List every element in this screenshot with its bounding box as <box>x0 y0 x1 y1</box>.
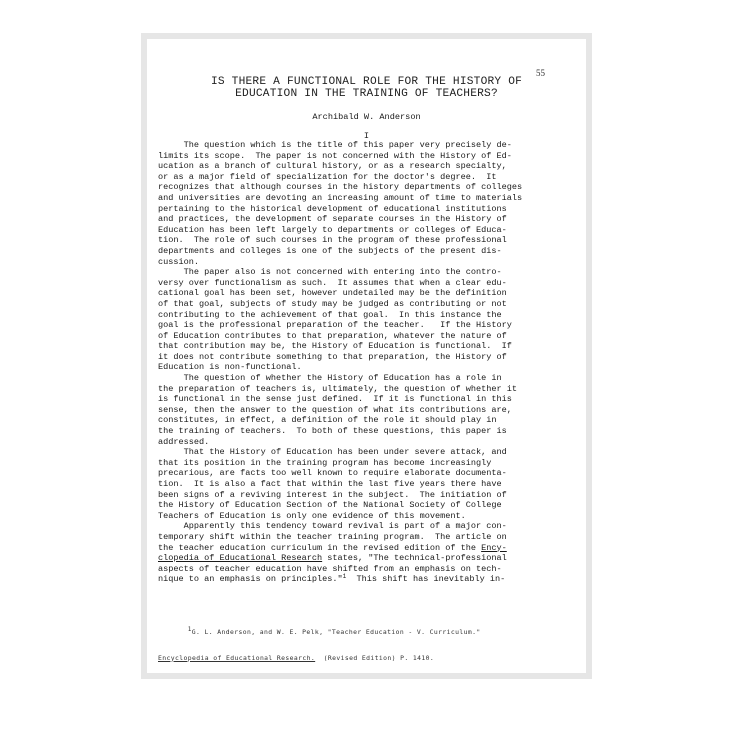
paper-title <box>147 76 586 100</box>
citation-title: clopedia of Educational Research <box>158 553 323 564</box>
document-page <box>147 39 586 673</box>
body-line: Teachers of Education is only one evidence of this movement. <box>158 510 466 521</box>
body-line: aspects of teacher education have shifted from an emphasis on tech- <box>158 563 502 574</box>
body-line: nique to an emphasis on principles."$^1$ This shift has inevitably in- <box>158 573 506 585</box>
body-line: the History of Education Section of the National Society of College <box>158 500 502 511</box>
body-line: contributing to the achievement of that goal. In this instance the <box>158 309 502 320</box>
body-line: recognizes that although courses in the history departments of colleges <box>158 182 523 193</box>
body-line: temporary shift within the teacher training program. The article on <box>158 531 507 542</box>
body-text <box>158 140 578 596</box>
body-line: it does not contribute something to that preparation, the History of <box>158 351 507 362</box>
body-line <box>158 585 578 596</box>
body-line: Education has been left largely to departments or colleges of Educa- <box>158 224 507 235</box>
body-line: The paper also is not concerned with entering into the contro- <box>158 267 502 278</box>
body-line: versy over functionalism as such. It assumes that when a clear edu- <box>158 277 507 288</box>
body-line: Education is non-functional. <box>158 362 302 373</box>
footnote-reference: 1 <box>342 573 347 581</box>
body-line: That the History of Education has been under severe attack, and <box>158 447 507 458</box>
body-line: or as a major field of specialization for the doctor's degree. It <box>158 171 497 182</box>
body-line: tion. It is also a fact that within the last five years there have <box>158 479 502 489</box>
body-line: cational goal has been set, however undetailed may be the definition <box>158 288 507 299</box>
title-line-1: IS THERE A FUNCTIONAL ROLE FOR THE HISTORY OF <box>210 76 523 88</box>
body-line: of that goal, subjects of study may be judged as contributing or not <box>158 298 507 309</box>
body-line: the training of teachers. To both of these questions, this paper is <box>158 426 507 437</box>
citation-title-part: Ency- <box>481 542 507 553</box>
page-number: 55 <box>536 68 545 78</box>
body-line: that its position in the training program has become increasingly <box>158 457 492 468</box>
body-line: that contribution may be, the History of Education is functional. If <box>158 341 512 352</box>
body-line: constitutes, in effect, a definition of the role it should play in <box>158 415 497 426</box>
author-name: Archibald W. Anderson <box>312 112 421 122</box>
footnote-citation-title: Encyclopedia of Educational Research. <box>158 653 316 662</box>
body-line: been signs of a reviving interest in the subject. The initiation of <box>158 489 507 500</box>
body-line: The question which is the title of this paper very precisely de- <box>158 140 512 150</box>
body-line: sense, then the answer to the question of what its contributions are, <box>158 404 512 415</box>
title-line-2: EDUCATION IN THE TRAINING OF TEACHERS? <box>235 88 498 100</box>
body-line: limits its scope. The paper is not concerned with the History of Ed- <box>158 150 512 161</box>
footnote-marker: 1 <box>187 626 192 633</box>
footnote <box>158 611 578 679</box>
document-page-frame <box>141 33 592 679</box>
body-line: and practices, the development of separate courses in the History of <box>158 214 507 225</box>
body-line: pertaining to the historical development of educational institutions <box>158 203 507 214</box>
body-line: addressed. <box>158 436 210 447</box>
body-line: the preparation of teachers is, ultimately, the question of whether it <box>158 383 518 394</box>
footnote-line-1: $^1$G. L. Anderson, and W. E. Pelk, "Teacher Education - V. Curriculum." <box>187 626 481 636</box>
section-number: I <box>363 131 370 141</box>
footnote-line-2: Encyclopedia of Educational Research. (Revised Edition) P. 1410. <box>158 653 435 662</box>
body-line: precarious, are facts too well known to require elaborate documenta- <box>158 468 507 479</box>
body-line: tion. The role of such courses in the program of these professional <box>158 235 507 246</box>
body-line: clopedia of Educational Research states, "The technical-professional <box>158 553 507 564</box>
body-line: and universities are devoting an increasing amount of time to materials <box>158 192 523 203</box>
body-line: departments and colleges is one of the subjects of the present dis- <box>158 245 502 256</box>
body-line: ucation as a branch of cultural history, or as a research specialty, <box>158 161 507 172</box>
body-line: is functional in the sense just defined. If it is functional in this <box>158 394 512 405</box>
body-line: goal is the professional preparation of the teacher. If the History <box>158 320 512 331</box>
body-line: cussion. <box>158 256 200 267</box>
body-line: the teacher education curriculum in the revised edition of the Ency- <box>158 542 507 553</box>
body-line: The question of whether the History of Education has a role in <box>158 373 502 384</box>
body-line: Apparently this tendency toward revival is part of a major con- <box>158 521 507 532</box>
body-line: of Education contributes to that preparation, whatever the nature of <box>158 330 507 341</box>
